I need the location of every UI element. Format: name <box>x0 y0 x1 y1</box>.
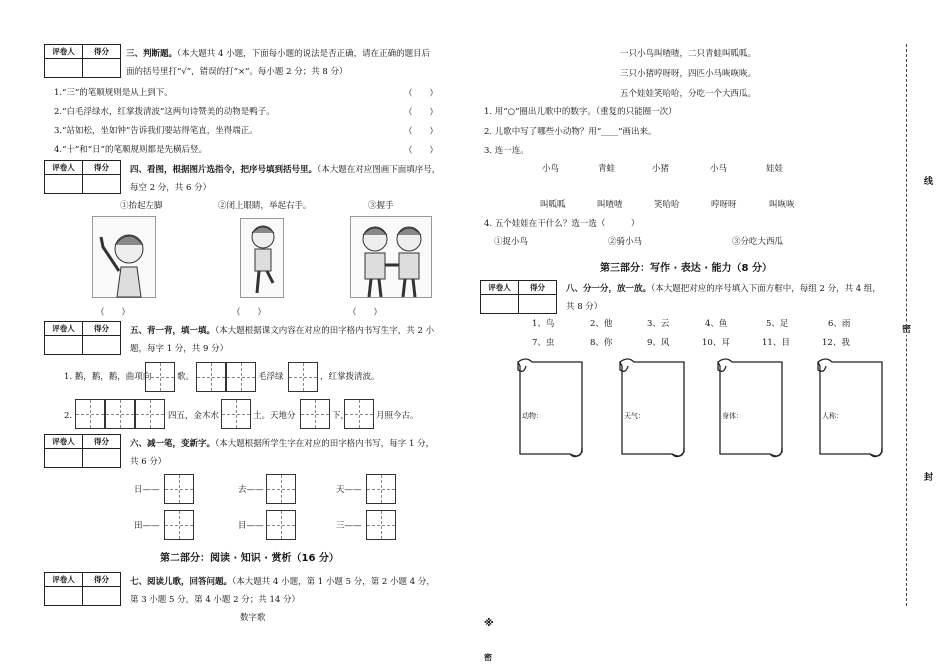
word: 9、风 <box>647 338 670 348</box>
answer-paren[interactable]: （ ） <box>404 146 439 156</box>
word: 6、雨 <box>828 319 851 329</box>
s5-line2-a: 2. <box>64 411 73 421</box>
tian-grid-cell[interactable] <box>105 399 135 429</box>
s5-heading: 五、背一背，填一填。（本大题根据课文内容在对应的田字格内书写生字，共 2 小 <box>130 326 435 336</box>
s8-heading: 八、分一分，放一放。（本大题把对应的序号填入下面方框中，每组 2 分，共 4 组， <box>566 284 881 294</box>
box-label: 人称： <box>822 412 843 420</box>
match-animal[interactable]: 娃娃 <box>766 164 784 174</box>
tian-grid-cell[interactable] <box>226 362 256 392</box>
match-sound[interactable]: 笑哈哈 <box>654 200 680 210</box>
poem-line-1: 一只小鸟叫喳喳，二只青蛙叫呱呱。 <box>620 49 757 59</box>
s6-char-tian: 天—— <box>336 485 362 495</box>
tian-grid-cell[interactable] <box>344 399 374 429</box>
word: 10、耳 <box>702 338 730 348</box>
tian-grid-cell[interactable] <box>135 399 165 429</box>
boy-raising-hand-image <box>92 216 156 298</box>
match-sound[interactable]: 哼呀呀 <box>711 200 737 210</box>
scroll-box-body[interactable] <box>712 356 788 464</box>
s3-item-4: 4.“十”和“日”的笔顺规则都是先横后竖。 <box>54 145 207 155</box>
s7-question-3: 3. 连一连。 <box>484 146 529 156</box>
s6-char-tian2: 田—— <box>134 521 160 531</box>
s3-item-1: 1.“三”的笔顺规则是从上到下。 <box>54 88 173 98</box>
match-animal[interactable]: 小鸟 <box>542 164 560 174</box>
box-label: 身体： <box>722 412 743 420</box>
poem-line-3: 五个娃娃笑哈哈，分吃一个大西瓜。 <box>620 89 757 99</box>
s3-heading: 三、判断题。（本大题共 4 小题，下面每小题的说法是否正确，请在正确的题目后 <box>126 49 431 59</box>
s6-char-ri: 日—— <box>134 485 160 495</box>
tian-grid-cell[interactable] <box>75 399 105 429</box>
box-label: 天气： <box>624 412 645 420</box>
s6-heading: 六、减一笔，变新字。（本大题根据所学生字在对应的田字格内书写，每字 1 分， <box>130 439 435 449</box>
part2-title: 第二部分：阅读 · 知识 · 赏析（16 分） <box>160 553 339 564</box>
word: 4、鱼 <box>705 319 728 329</box>
tian-grid-cell[interactable] <box>196 362 226 392</box>
choice-2[interactable]: ②骑小马 <box>608 237 643 247</box>
s6-desc: 共 6 分） <box>130 457 167 467</box>
s5-desc: 题，每字 1 分，共 9 分） <box>130 344 229 354</box>
s7-heading: 七、阅读儿歌，回答问题。（本大题共 4 小题，第 1 小题 5 分，第 2 小题 4 分， <box>130 577 435 587</box>
s4-option-1: ①抬起左脚 <box>120 201 163 211</box>
tian-grid-cell[interactable] <box>164 474 194 504</box>
s6-char-mu: 目—— <box>238 521 264 531</box>
s3-item-2: 2.“白毛浮绿水，红掌拨清波”这两句诗赞美的动物是鸭子。 <box>54 107 275 117</box>
s4-option-3: ③握手 <box>368 201 394 211</box>
match-animal[interactable]: 青蛙 <box>598 164 616 174</box>
word: 11、目 <box>762 338 790 348</box>
s5-line2-d: 下， <box>332 411 350 421</box>
tian-grid-cell[interactable] <box>266 510 296 540</box>
margin-char: 线 <box>924 177 934 187</box>
s5-line1-c: 毛浮绿 <box>258 372 284 382</box>
s7-question-1: 1. 用“○”圈出儿歌中的数字。（重复的只能圈一次） <box>484 107 677 117</box>
margin-char: 密 <box>484 653 492 662</box>
s5-line1-d: ，红掌拨清波。 <box>320 372 380 382</box>
choice-1[interactable]: ①捉小鸟 <box>494 237 529 247</box>
margin-char: 封 <box>924 473 934 483</box>
tian-grid-cell[interactable] <box>145 362 175 392</box>
scroll-box-pronoun[interactable] <box>812 356 888 464</box>
scroll-box-weather[interactable] <box>614 356 690 464</box>
s5-line1-a: 1. 鹅，鹅，鹅，曲项向 <box>64 372 152 382</box>
s3-desc: 面的括号里打“√”，错误的打“×”。每小题 2 分；共 8 分） <box>126 67 348 77</box>
match-sound[interactable]: 叫咴咴 <box>769 200 795 210</box>
answer-paren[interactable]: （ ） <box>348 308 383 318</box>
s7-question-4: 4. 五个娃娃在干什么？选一选（ ） <box>484 219 640 229</box>
part3-title: 第三部分：写作 · 表达 · 能力（8 分） <box>600 263 772 274</box>
word: 7、虫 <box>532 338 555 348</box>
match-sound[interactable]: 叫呱呱 <box>540 200 566 210</box>
s8-desc: 共 8 分） <box>566 302 603 312</box>
poem-title: 数字歌 <box>240 613 266 623</box>
word: 8、你 <box>590 338 613 348</box>
s7-desc: 第 3 小题 5 分，第 4 小题 2 分；共 14 分） <box>130 595 300 605</box>
s4-heading: 四、看图，根据图片选指令，把序号填到括号里。（本大题在对应图画下面填序号， <box>130 165 441 175</box>
score-table-5: 评卷人 得分 <box>44 321 121 355</box>
score-table-4: 评卷人 得分 <box>44 160 121 194</box>
score-table-3: 评卷人 得分 <box>44 44 121 78</box>
match-animal[interactable]: 小猪 <box>652 164 670 174</box>
tian-grid-cell[interactable] <box>366 474 396 504</box>
answer-paren[interactable]: （ ） <box>404 127 439 137</box>
s5-line2-e: 月照今古。 <box>376 411 419 421</box>
answer-paren[interactable]: （ ） <box>96 308 131 318</box>
match-sound[interactable]: 叫喳喳 <box>597 200 623 210</box>
choice-3[interactable]: ③分吃大西瓜 <box>732 237 784 247</box>
s6-char-qu: 去—— <box>238 485 264 495</box>
box-label: 动物： <box>522 412 543 420</box>
score-table-8: 评卷人 得分 <box>480 280 557 314</box>
s5-line1-b: 歌。 <box>177 372 195 382</box>
tian-grid-cell[interactable] <box>266 474 296 504</box>
word: 3、云 <box>647 319 670 329</box>
s4-option-2: ②闭上眼睛，举起右手。 <box>218 201 312 211</box>
s4-desc: 每空 2 分，共 6 分） <box>130 183 212 193</box>
margin-mark: ※ <box>484 618 494 629</box>
answer-paren[interactable]: （ ） <box>404 108 439 118</box>
tian-grid-cell[interactable] <box>300 399 330 429</box>
word: 1、鸟 <box>532 319 555 329</box>
poem-line-2: 三只小猪哼呀呀，四匹小马咴咴咴。 <box>620 69 757 79</box>
s7-question-2: 2. 儿歌中写了哪些小动物？用“____”画出来。 <box>484 127 657 137</box>
word: 12、我 <box>822 338 850 348</box>
s6-char-san: 三—— <box>336 521 362 531</box>
word: 5、足 <box>766 319 789 329</box>
s3-item-3: 3.“站如松，坐如钟”告诉我们要站得笔直，坐得端正。 <box>54 126 258 136</box>
two-boys-shaking-hands-image <box>350 216 432 298</box>
boy-lifting-foot-image <box>240 218 284 298</box>
score-table-6: 评卷人 得分 <box>44 434 121 468</box>
word: 2、他 <box>590 319 613 329</box>
tian-grid-cell[interactable] <box>221 399 251 429</box>
s5-line2-c: 土。天地分 <box>253 411 296 421</box>
margin-char: 密 <box>902 322 911 335</box>
answer-paren[interactable]: （ ） <box>232 308 267 318</box>
match-animal[interactable]: 小马 <box>710 164 728 174</box>
s5-line2-b: 四五，金木水 <box>168 411 220 421</box>
tian-grid-cell[interactable] <box>164 510 194 540</box>
tian-grid-cell[interactable] <box>288 362 318 392</box>
answer-paren[interactable]: （ ） <box>404 89 439 99</box>
score-table-7: 评卷人 得分 <box>44 572 121 606</box>
scroll-box-animals[interactable] <box>512 356 588 464</box>
tian-grid-cell[interactable] <box>366 510 396 540</box>
